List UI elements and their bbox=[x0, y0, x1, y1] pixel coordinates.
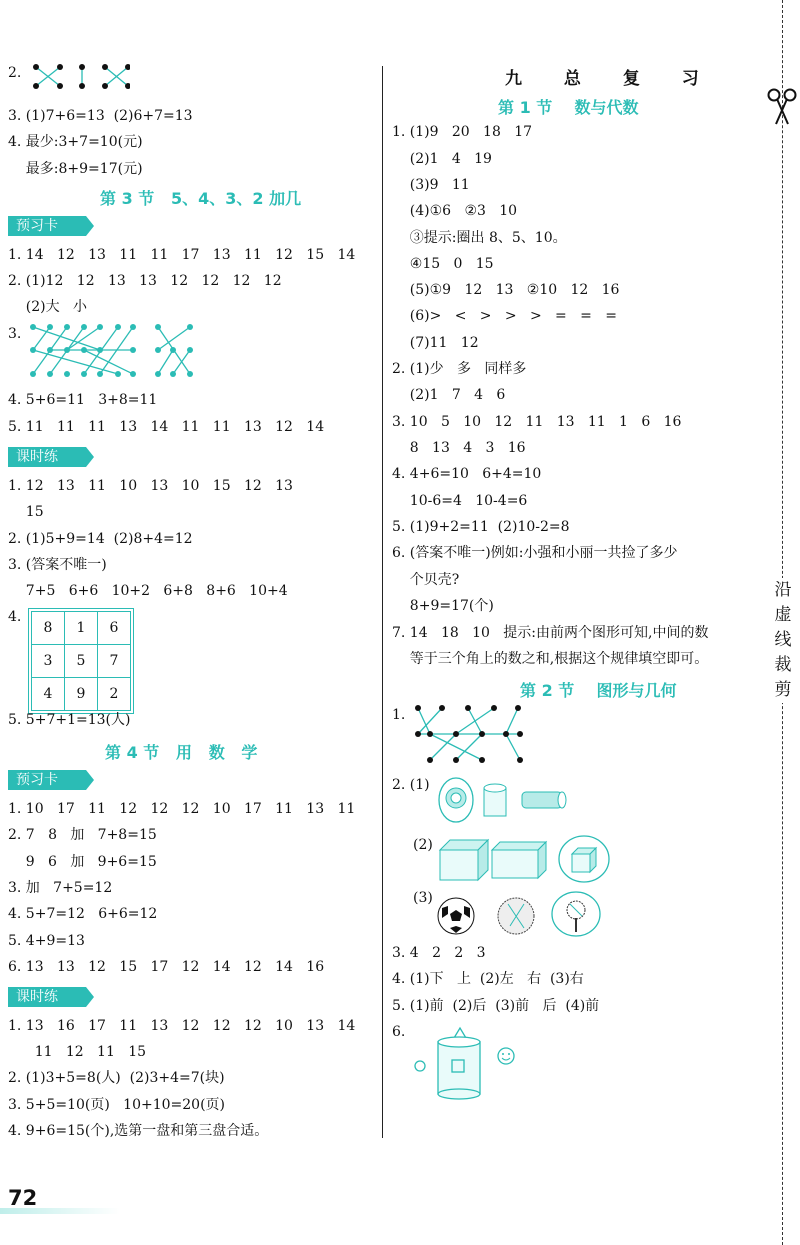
section-1-title: 第 1 节 数与代数 bbox=[498, 98, 639, 117]
s3-pre-q3: 3. bbox=[8, 326, 22, 342]
left-q2-label: 2. bbox=[8, 65, 22, 81]
dot-matching-figure-2 bbox=[28, 322, 198, 380]
left-q3: 3. (1)7+6=13 (2)6+7=13 bbox=[8, 108, 193, 124]
r-s1-line-15: 5. (1)9+2=11 (2)10-2=8 bbox=[392, 519, 570, 535]
chapter-title: 九 总 复 习 bbox=[505, 69, 717, 89]
r-s1-line-5: ④15 0 15 bbox=[392, 256, 494, 272]
r-s1-line-12: 8 13 4 3 16 bbox=[392, 440, 526, 456]
tag-lesson-practice: 课时练 bbox=[8, 447, 86, 467]
dot-matching-figure-1 bbox=[30, 62, 130, 92]
r-s1-line-0: 1. (1)9 20 18 17 bbox=[392, 124, 533, 140]
section-3-title: 第 3 节 5、4、3、2 加几 bbox=[100, 189, 302, 208]
r-s2-q2-label: 2. (1) bbox=[392, 777, 430, 793]
s3-lesson-q3b: 7+5 6+6 10+2 6+8 8+6 10+4 bbox=[8, 583, 288, 599]
s4-pre-q6: 6. 13 13 12 15 17 12 14 12 14 16 bbox=[8, 959, 325, 975]
r-s1-line-6: (5)①9 12 13 ②10 12 16 bbox=[392, 282, 620, 298]
r-s2-q2-3-label: (3) bbox=[413, 890, 433, 906]
dot-matching-figure-3 bbox=[410, 702, 530, 766]
r-s1-line-3: (4)①6 ②3 10 bbox=[392, 203, 518, 219]
page-number: 72 bbox=[8, 1186, 38, 1210]
sphere-shapes-figure bbox=[436, 888, 606, 938]
s3-lesson-q1b: 15 bbox=[8, 504, 44, 520]
r-s1-line-16: 6. (答案不唯一)例如:小强和小丽一共捡了多少 bbox=[392, 545, 678, 561]
r-s1-line-20: 等于三个角上的数之和,根据这个规律填空即可。 bbox=[392, 651, 709, 667]
r-s2-q6: 6. bbox=[392, 1024, 406, 1040]
r-s1-line-11: 3. 10 5 10 12 11 13 11 1 6 16 bbox=[392, 414, 682, 430]
s3-pre-q5: 5. 11 11 11 13 14 11 11 13 12 14 bbox=[8, 419, 325, 435]
left-q4-max: 最多:8+9=17(元) bbox=[8, 161, 143, 177]
magic-square: 8 1 6 3 5 7 4 9 2 bbox=[28, 608, 134, 714]
column-divider bbox=[382, 66, 383, 1138]
s3-pre-q2: 2. (1)12 12 13 13 12 12 12 12 bbox=[8, 273, 282, 289]
tag-preview-card: 预习卡 bbox=[8, 216, 86, 236]
r-s1-line-18: 8+9=17(个) bbox=[392, 598, 494, 614]
cut-hint: 沿 虚 线 裁 剪 bbox=[768, 578, 798, 703]
r-s2-q5: 5. (1)前 (2)后 (3)前 后 (4)前 bbox=[392, 998, 600, 1014]
s4-pre-q2: 2. 7 8 加 7+8=15 bbox=[8, 827, 157, 843]
tag-preview-card-2: 预习卡 bbox=[8, 770, 86, 790]
scissors-icon bbox=[766, 86, 798, 126]
r-s1-line-13: 4. 4+6=10 6+4=10 bbox=[392, 466, 542, 482]
s3-lesson-q5: 5. 5+7+1=13(人) bbox=[8, 712, 131, 728]
s4-pre-q4: 4. 5+7=12 6+6=12 bbox=[8, 906, 158, 922]
s3-lesson-q1: 1. 12 13 11 10 13 10 15 12 13 bbox=[8, 478, 293, 494]
s3-pre-q1: 1. 14 12 13 11 11 17 13 11 12 15 14 bbox=[8, 247, 356, 263]
s3-lesson-q3: 3. (答案不唯一) bbox=[8, 557, 107, 573]
s3-lesson-q4: 4. bbox=[8, 609, 22, 625]
s4-pre-q2b: 9 6 加 9+6=15 bbox=[8, 854, 157, 870]
r-s2-q1-label: 1. bbox=[392, 707, 406, 723]
s4-lesson-q1b: 11 12 11 15 bbox=[8, 1044, 147, 1060]
left-q4-min: 4. 最少:3+7=10(元) bbox=[8, 134, 143, 150]
position-figure bbox=[410, 1024, 530, 1100]
r-s1-line-2: (3)9 11 bbox=[392, 177, 470, 193]
s3-lesson-q2: 2. (1)5+9=14 (2)8+4=12 bbox=[8, 531, 193, 547]
section-2-title: 第 2 节 图形与几何 bbox=[520, 681, 677, 700]
s3-pre-q2b: (2)大 小 bbox=[8, 299, 87, 315]
s4-lesson-q2: 2. (1)3+5=8(人) (2)3+4=7(块) bbox=[8, 1070, 225, 1086]
s4-pre-q1: 1. 10 17 11 12 12 12 10 17 11 13 11 bbox=[8, 801, 356, 817]
s3-pre-q4: 4. 5+6=11 3+8=11 bbox=[8, 392, 158, 408]
cuboid-shapes-figure bbox=[438, 834, 618, 884]
r-s1-line-8: (7)11 12 bbox=[392, 335, 479, 351]
tag-lesson-practice-2: 课时练 bbox=[8, 987, 86, 1007]
s4-lesson-q3: 3. 5+5=10(页) 10+10=20(页) bbox=[8, 1097, 225, 1113]
s4-lesson-q4: 4. 9+6=15(个),选第一盘和第三盘合适。 bbox=[8, 1123, 269, 1139]
r-s1-line-9: 2. (1)少 多 同样多 bbox=[392, 361, 527, 377]
r-s1-line-4: ③提示:圈出 8、5、10。 bbox=[392, 230, 567, 246]
r-s1-line-19: 7. 14 18 10 提示:由前两个图形可知,中间的数 bbox=[392, 625, 709, 641]
r-s2-q4: 4. (1)下 上 (2)左 右 (3)右 bbox=[392, 971, 584, 987]
s4-pre-q5: 5. 4+9=13 bbox=[8, 933, 85, 949]
s4-pre-q3: 3. 加 7+5=12 bbox=[8, 880, 113, 896]
r-s1-line-17: 个贝壳? bbox=[392, 572, 460, 588]
r-s2-q2-2-label: (2) bbox=[413, 837, 433, 853]
cylinder-shapes-figure bbox=[436, 776, 576, 824]
r-s1-line-7: (6)> < > > > = = = bbox=[392, 308, 617, 324]
s4-lesson-q1: 1. 13 16 17 11 13 12 12 12 10 13 14 bbox=[8, 1018, 356, 1034]
section-4-title: 第 4 节 用 数 学 bbox=[105, 743, 258, 762]
r-s2-q3: 3. 4 2 2 3 bbox=[392, 945, 486, 961]
r-s1-line-10: (2)1 7 4 6 bbox=[392, 387, 506, 403]
r-s1-line-1: (2)1 4 19 bbox=[392, 151, 492, 167]
r-s1-line-14: 10-6=4 10-4=6 bbox=[392, 493, 528, 509]
